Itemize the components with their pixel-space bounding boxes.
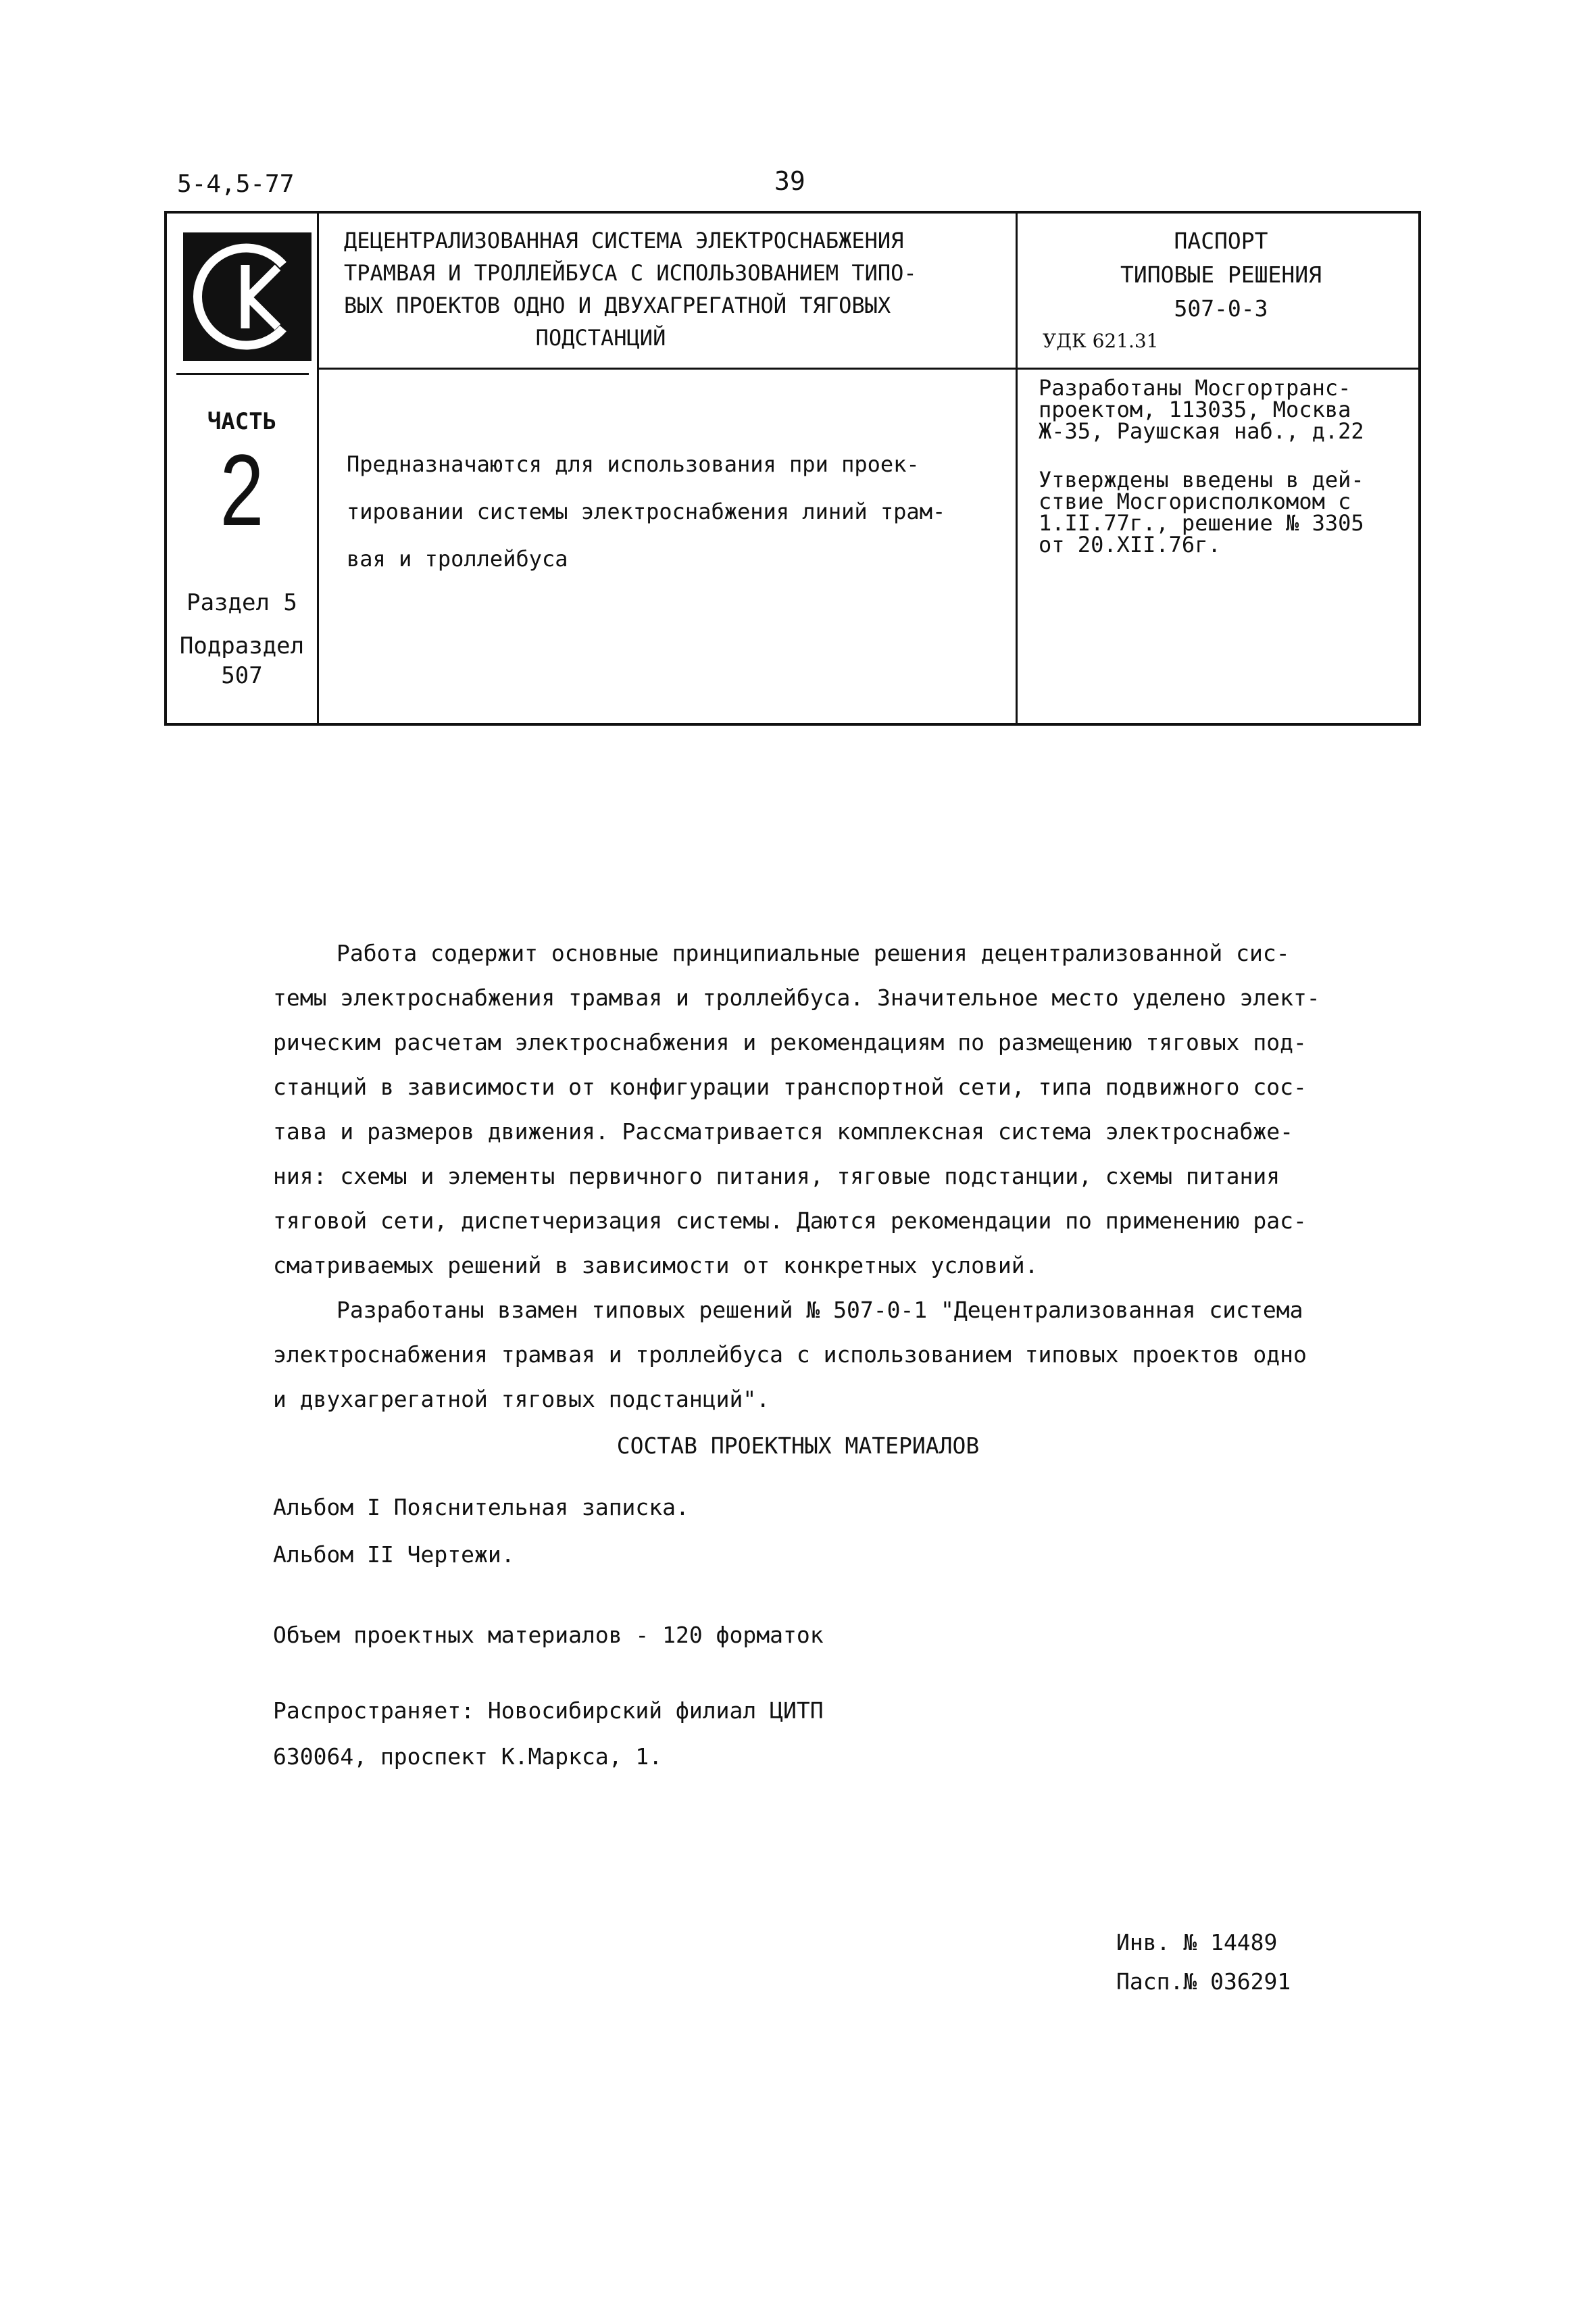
approval-line: 1.II.77г., решение № 3305	[1039, 510, 1364, 536]
paragraph-line: электроснабжения трамвая и троллейбуса с использованием типовых проектов одно	[273, 1341, 1307, 1368]
paragraph-line: станций в зависимости от конфигурации транспортной сети, типа подвижного сос-	[273, 1074, 1307, 1100]
paragraph-line: и двухагрегатной тяговых подстанций".	[273, 1386, 770, 1412]
paragraph-line: темы электроснабжения трамвая и троллейбуса. Значительное место уделено элект-	[273, 985, 1320, 1011]
approval-info	[1039, 469, 1417, 555]
title-line: ПОДСТАНЦИЙ	[535, 325, 666, 351]
subsection-label: Подраздел	[179, 632, 305, 659]
paragraph-line: ния: схемы и элементы первичного питания, тяговые подстанции, схемы питания	[273, 1163, 1280, 1189]
purpose-line: вая и троллейбуса	[347, 546, 568, 572]
developer-info	[1039, 377, 1417, 442]
purpose-text	[347, 441, 1022, 582]
passport-number: Пасп.№ 036291	[1116, 1968, 1291, 1995]
purpose-line: тировании системы электроснабжения линий трам-	[347, 499, 946, 524]
passport-label: ПАСПОРТ	[1174, 228, 1268, 254]
approval-line: ствие Мосгорисполкомом с	[1039, 489, 1351, 514]
developer-line: Ж-35, Раушская наб., д.22	[1039, 418, 1364, 444]
section-label: Раздел 5	[186, 589, 297, 616]
album-list	[273, 1484, 689, 1578]
subsection	[167, 631, 317, 691]
address-line: 630064, проспект К.Маркса, 1.	[273, 1743, 663, 1770]
passport-table	[164, 211, 1421, 726]
document-code: 5-4,5-77	[177, 170, 295, 198]
logo-icon	[183, 232, 311, 361]
paragraph-line: тава и размеров движения. Рассматривается комплексная система электроснабже-	[273, 1118, 1293, 1145]
table-divider	[317, 214, 319, 723]
developer-line: проектом, 113035, Москва	[1039, 397, 1351, 422]
inventory-info	[1116, 1923, 1291, 2001]
description-text	[273, 931, 1320, 1422]
distributor-info	[273, 1688, 824, 1780]
paragraph-line: сматриваемых решений в зависимости от конкретных условий.	[273, 1252, 1039, 1278]
paragraph-line: Разработаны взамен типовых решений № 507-0-1 "Децентрализованная система	[336, 1297, 1303, 1323]
inventory-number: Инв. № 14489	[1116, 1929, 1278, 1956]
page-number: 39	[774, 166, 805, 196]
purpose-line: Предназначаются для использования при проек-	[347, 451, 920, 477]
paragraph-line: Работа содержит основные принципиальные решения децентрализованной сис-	[336, 940, 1290, 966]
volume-info: Объем проектных материалов - 120 форматок	[273, 1622, 824, 1648]
distributor-line: Распространяет: Новосибирский филиал ЦИТП	[273, 1697, 824, 1724]
album-item: Альбом II Чертежи.	[273, 1541, 515, 1568]
subsection-number: 507	[221, 662, 263, 689]
approval-line: Утверждены введены в дей-	[1039, 467, 1364, 493]
developer-line: Разработаны Мосгортранс-	[1039, 375, 1351, 401]
title-line: ТРАМВАЯ И ТРОЛЛЕЙБУСА С ИСПОЛЬЗОВАНИЕМ ТИПО-	[344, 260, 917, 286]
part-info	[167, 373, 317, 691]
udk-code: УДК 621.31	[1043, 330, 1159, 352]
passport-header	[1028, 224, 1414, 326]
table-divider	[317, 368, 1418, 370]
title-line: ВЫХ ПРОЕКТОВ ОДНО И ДВУХАГРЕГАТНОЙ ТЯГОВЫХ	[344, 293, 891, 318]
paragraph-line: рическим расчетам электроснабжения и рекомендациям по размещению тяговых под-	[273, 1029, 1307, 1055]
album-item: Альбом I Пояснительная записка.	[273, 1494, 689, 1520]
part-number: 2	[220, 433, 264, 547]
typical-solutions-label: ТИПОВЫЕ РЕШЕНИЯ	[1120, 262, 1322, 288]
part-label: ЧАСТЬ	[207, 408, 277, 435]
approval-line: от 20.XII.76г.	[1039, 532, 1221, 557]
paragraph-line: тяговой сети, диспетчеризация системы. Даются рекомендации по применению рас-	[273, 1208, 1307, 1234]
title-line: ДЕЦЕНТРАЛИЗОВАННАЯ СИСТЕМА ЭЛЕКТРОСНАБЖЕНИЯ	[344, 228, 904, 253]
composition-title: СОСТАВ ПРОЕКТНЫХ МАТЕРИАЛОВ	[616, 1433, 980, 1459]
series-number: 507-0-3	[1174, 295, 1268, 322]
